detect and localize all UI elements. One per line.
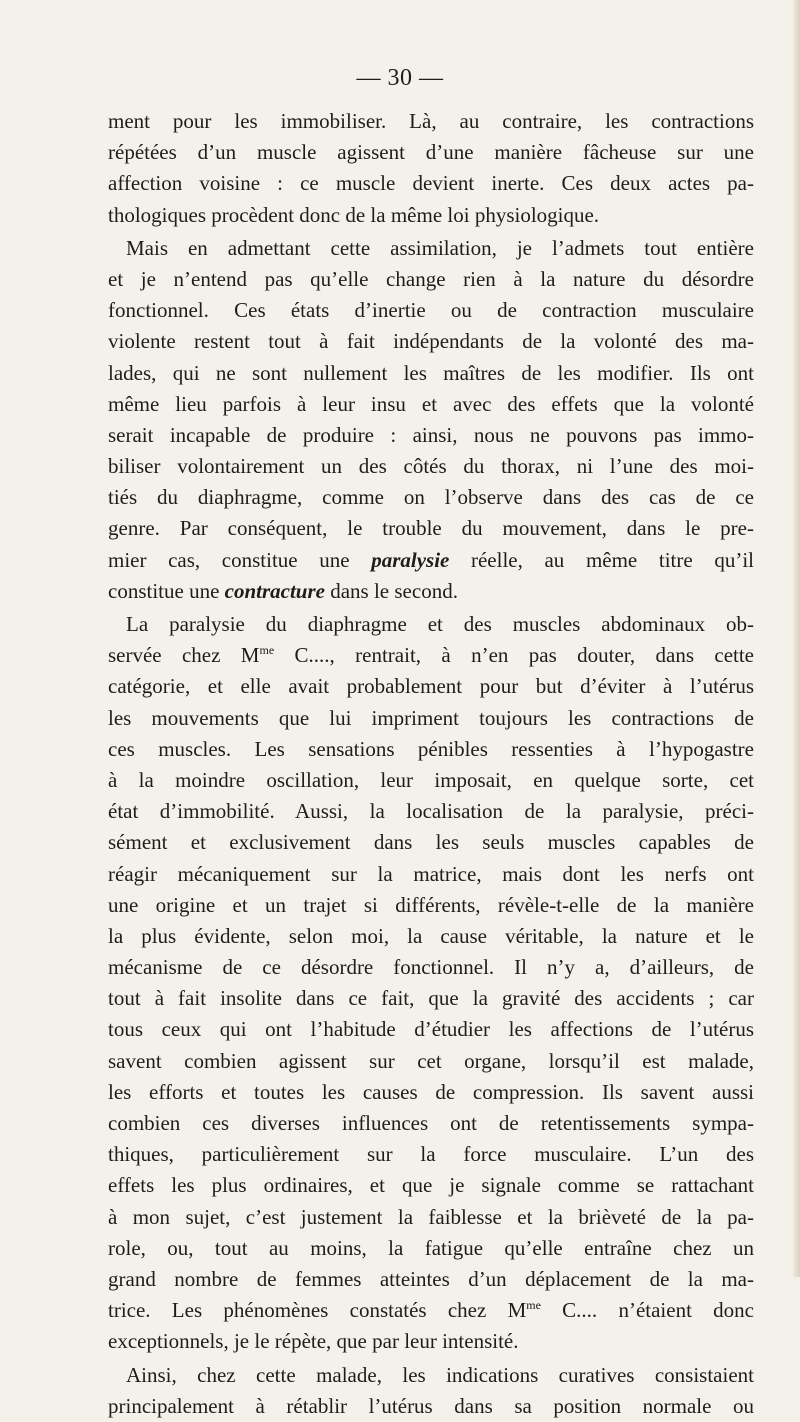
superscript: me: [259, 643, 275, 658]
text-line: violente restent tout à fait indépendants de la volonté des ma-: [108, 329, 754, 354]
page-edge-shadow: [793, 0, 800, 1277]
text-line: genre. Par conséquent, le trouble du mouvement, dans le pre-: [108, 516, 754, 541]
text-segment: trice. Les phénomènes constatés chez M: [108, 1298, 527, 1323]
text-line: et je n’entend pas qu’elle change rien à la nature du désordre: [108, 266, 754, 291]
text-line: grand nombre de femmes atteintes d’un déplacement de la ma-: [108, 1266, 754, 1291]
text-line: Ainsi, chez cette malade, les indications curatives consistaient: [126, 1362, 754, 1387]
text-line: tous ceux qui ont l’habitude d’étudier les affections de l’utérus: [108, 1017, 754, 1042]
text-line: principalement à rétablir l’utérus dans sa position normale ou: [108, 1393, 754, 1418]
text-line: à la moindre oscillation, leur imposait, en quelque sorte, cet: [108, 767, 754, 792]
text-segment: C...., rentrait, à n’en pas douter, dans cette: [274, 643, 754, 668]
text-line: biliser volontairement un des côtés du thorax, ni l’une des moi-: [108, 454, 754, 479]
text-line: une origine et un trajet si différents, révèle-t-elle de la manière: [108, 892, 754, 917]
text-line: les efforts et toutes les causes de compression. Ils savent aussi: [108, 1079, 754, 1104]
text-line: exceptionnels, je le répète, que par leur intensité.: [108, 1329, 519, 1354]
text-line: ces muscles. Les sensations pénibles ressenties à l’hypogastre: [108, 736, 754, 761]
text-line: effets les plus ordinaires, et que je signale comme se rattachant: [108, 1173, 754, 1198]
text-line: catégorie, et elle avait probablement pour but d’éviter à l’utérus: [108, 674, 754, 699]
text-line: combien ces diverses influences ont de retentissements sympa-: [108, 1111, 754, 1135]
text-line: [108, 640, 754, 671]
text-line: même lieu parfois à leur insu et avec des effets que la volonté: [108, 391, 754, 416]
superscript: me: [526, 1298, 541, 1313]
emphasis-term: paralysie: [371, 547, 450, 572]
text-line: réagir mécaniquement sur la matrice, mais dont les nerfs ont: [108, 861, 754, 886]
page-number: — 30 —: [356, 65, 444, 91]
text-line: mécanisme de ce désordre fonctionnel. Il n’y a, d’ailleurs, de: [108, 955, 754, 980]
text-line: serait incapable de produire : ainsi, nous ne pouvons pas immo-: [108, 422, 754, 447]
paragraph: [108, 233, 754, 607]
text-line: lades, qui ne sont nullement les maîtres de les modifier. Ils ont: [108, 360, 754, 385]
text-segment: C.... n’étaient donc: [540, 1298, 754, 1323]
text-line: La paralysie du diaphragme et des muscles abdominaux ob-: [126, 612, 754, 636]
paragraph: [108, 106, 754, 231]
text-line: état d’immobilité. Aussi, la localisation de la paralysie, préci-: [108, 799, 754, 824]
text-line: [108, 576, 754, 607]
text-segment: dans le second.: [324, 578, 458, 603]
paragraph: [108, 609, 754, 1358]
body-text: [108, 106, 754, 1422]
text-line: tout à fait insolite dans ce fait, que la gravité des accidents ; car: [108, 986, 754, 1011]
paragraph: [108, 1360, 754, 1422]
emphasis-term: contracture: [224, 578, 325, 603]
text-segment: servée chez M: [108, 643, 260, 668]
text-line: role, ou, tout au moins, la fatigue qu’elle entraîne chez un: [108, 1235, 754, 1260]
text-line: répétées d’un muscle agissent d’une manière fâcheuse sur une: [108, 140, 754, 165]
text-line: la plus évidente, selon moi, la cause véritable, la nature et le: [108, 923, 754, 948]
text-line: [108, 545, 754, 576]
text-segment: mier cas, constitue une: [108, 547, 372, 572]
text-line: [108, 1295, 754, 1326]
text-line: les mouvements que lui impriment toujours les contractions de: [108, 705, 754, 730]
text-line: tiés du diaphragme, comme on l’observe dans des cas de ce: [108, 485, 754, 510]
text-line: affection voisine : ce muscle devient inerte. Ces deux actes pa-: [108, 171, 754, 196]
text-line: thiques, particulièrement sur la force musculaire. L’un des: [108, 1142, 754, 1167]
text-line: ment pour les immobiliser. Là, au contraire, les contractions: [108, 109, 754, 133]
text-line: fonctionnel. Ces états d’inertie ou de contraction musculaire: [108, 298, 754, 323]
text-line: thologiques procèdent donc de la même loi physiologique.: [108, 202, 600, 227]
text-segment: constitue une: [108, 578, 225, 603]
text-line: Mais en admettant cette assimilation, je l’admets tout entière: [126, 235, 754, 260]
text-line: sément et exclusivement dans les seuls muscles capables de: [108, 830, 754, 855]
text-segment: réelle, au même titre qu’il: [449, 547, 754, 572]
text-line: savent combien agissent sur cet organe, lorsqu’il est malade,: [108, 1048, 754, 1073]
text-line: à mon sujet, c’est justement la faiblesse et la brièveté de la pa-: [108, 1204, 754, 1229]
